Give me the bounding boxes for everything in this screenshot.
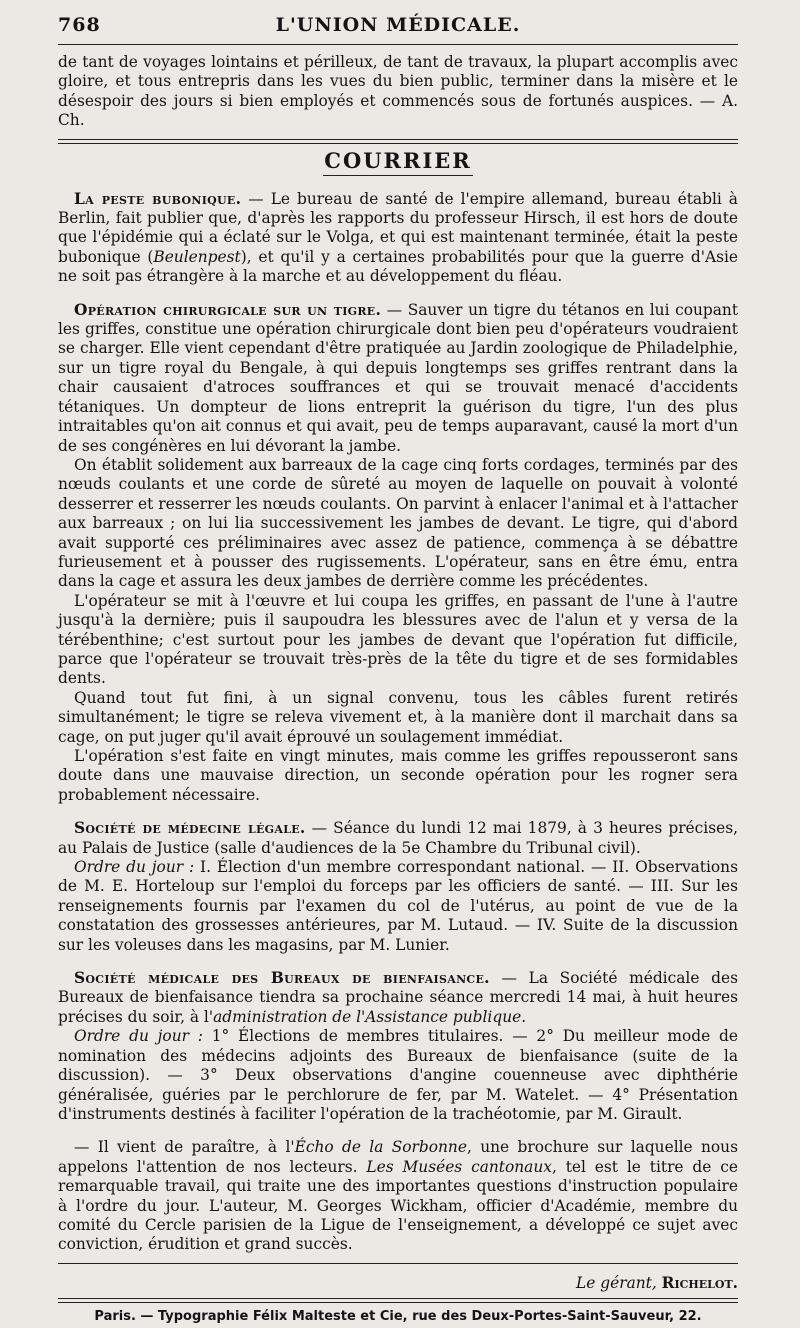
signature <box>58 1274 738 1292</box>
tigre-paragraph-5: L'opération s'est faite en vingt minutes, mais comme les griffes repousseront sans doute dans une mauvaise direction, un seconde opération pour les rogner sera probablement nécessaire. <box>58 747 738 804</box>
signature-name: Richelot. <box>661 1273 738 1292</box>
tigre-paragraph-1: Opération chirurgicale sur un tigre. — Sauver un tigre du tétanos en lui coupant les griffes, constitue une opération chirurgicale dont bien peu d'opérateurs voudraient se charger. Elle vient cependant d'être pratiquée au Jardin zoologique de Philadelphie, sur un tigre royal du Bengale, à qui depuis longtemps ses griffes rentrant dans la chair causaient d'atroces souffrances et qui se trouvait menacé d'accidents tétaniques. Un dompteur de lions entreprit la guérison du tigre, l'un des plus intraitables qu'on ait connus et qui avait, peu de temps auparavant, causé la mort d'un de ses congénères en lui dévorant la jambe. <box>58 300 739 455</box>
peste-paragraph: La peste bubonique. — Le bureau de santé de l'empire allemand, bureau établi à Berlin, fait publier que, d'après les rapports du professeur Hirsch, il est hors de doute que l'épidémie qui a éclaté sur le Volga, et qui est maintenant terminée, était la peste bubonique (Beulenpest), et qu'il y a certaines probabilités pour que la guerre d'Asie ne soit pas étrangère à la marche et au développement du fléau. <box>58 189 738 286</box>
tigre-paragraph-4: Quand tout fut fini, à un signal convenu, tous les câbles furent retirés simultanément; le tigre se releva vivement et, à la manière dont il marchait dans sa cage, on put juger qu'il avait éprouvé un soulagement immédiat. <box>58 688 738 746</box>
sorbonne-paragraph: — Il vient de paraître, à l'Écho de la Sorbonne, une brochure sur laquelle nous appelons l'attention de nos lecteurs. Les Musées cantonaux, tel est le titre de ce remarquable travail, qui traite une des importantes questions d'instruction populaire à l'ordre du jour. L'auteur, M. Georges Wickham, officier d'Académie, membre du comité du Cercle parisien de la Ligue de l'enseignement, a développé ce sujet avec conviction, érudition et grand succès. <box>58 1138 738 1254</box>
footer-rule-top <box>58 1263 738 1264</box>
section-rule-top <box>58 139 738 144</box>
bureaux-heading: Société médicale des Bureaux de bienfaisance. <box>74 969 490 988</box>
page-number: 768 <box>58 14 101 36</box>
footer-rule-bottom <box>58 1298 738 1303</box>
section-title: COURRIER <box>324 147 472 173</box>
signature-label: Le gérant, <box>576 1273 657 1292</box>
bureaux-ordre: Ordre du jour : 1° Élections de membres titulaires. — 2° Du meilleur mode de nomination des médecins adjoints des Bureaux de bienfaisance (suite de la discussion). — 3° Deux observations d'angine couenneuse avec diphthérie généralisée, guéries par le perchlorure de fer, par M. Watelet. — 4° Présentation d'instruments destinés à faciliter l'opération de la trachéotomie, par M. Girault. <box>58 1027 738 1123</box>
running-head <box>58 14 738 44</box>
tigre-heading: Opération chirurgicale sur un tigre. <box>74 300 382 319</box>
legale-heading: Société de médecine légale. <box>74 819 306 838</box>
journal-title: L'UNION MÉDICALE. <box>275 14 521 36</box>
printer-imprint: Paris. — Typographie Félix Malteste et Cie, rue des Deux-Portes-Saint-Sauveur, 22. <box>94 1308 702 1324</box>
legale-paragraph: Société de médecine légale. — Séance du lundi 12 mai 1879, à 3 heures précises, au Palais de Justice (salle d'audiences de la 5e Chambre du Tribunal civil). <box>58 819 738 857</box>
tigre-paragraph-2: On établit solidement aux barreaux de la cage cinq forts cordages, terminés par des nœuds coulants et une corde de sûreté au moyen de laquelle on pouvait à volonté desserrer et resserrer les nœuds coulants. On parvint à enlacer l'animal et à l'attacher aux barreaux ; on lui lia successivement les jambes de devant. Le tigre, qui d'abord avait supporté ces préliminaires avec assez de patience, commença à se débattre furieusement et à pousser des rugissements. L'opérateur, sans en être ému, entra dans la cage et assura les deux jambes de derrière comme les précédentes. <box>58 455 738 591</box>
legale-ordre: Ordre du jour : I. Élection d'un membre correspondant national. — II. Observations de M. E. Horteloup sur l'emploi du forceps par les officiers de santé. — III. Sur les renseignements fournis par l'examen du col de l'utérus, au point de vue de la constatation des grossesses antérieures, par M. Lutaud. — IV. Suite de la discussion sur les voleuses dans les magasins, par M. Lunier. <box>58 858 738 954</box>
tigre-paragraph-3: L'opérateur se mit à l'œuvre et lui coupa les griffes, en passant de l'une à l'autre jusqu'à la dernière; puis il saupoudra les blessures avec de l'alun et y versa de la térébenthine; c'est surtout pour les jambes de devant que l'opération fut difficile, parce que l'opérateur se trouvait très-près de la tête du tigre et de ses formidables dents. <box>58 591 738 688</box>
bureaux-paragraph: Société médicale des Bureaux de bienfaisance. — La Société médicale des Bureaux de bienfaisance tiendra sa prochaine séance mercredi 14 mai, à huit heures précises du soir, à l'administration de l'Assistance publique. <box>58 969 738 1026</box>
intro-paragraph: de tant de voyages lointains et périlleux, de tant de travaux, la plupart accomplis avec gloire, et tous entrepris dans les vues du bien public, terminer dans la misère et le désespoir des jours si bien employés et commencés sous de fortunés auspices. — A. Ch. <box>58 53 738 130</box>
peste-heading: La peste bubonique. <box>74 189 242 208</box>
